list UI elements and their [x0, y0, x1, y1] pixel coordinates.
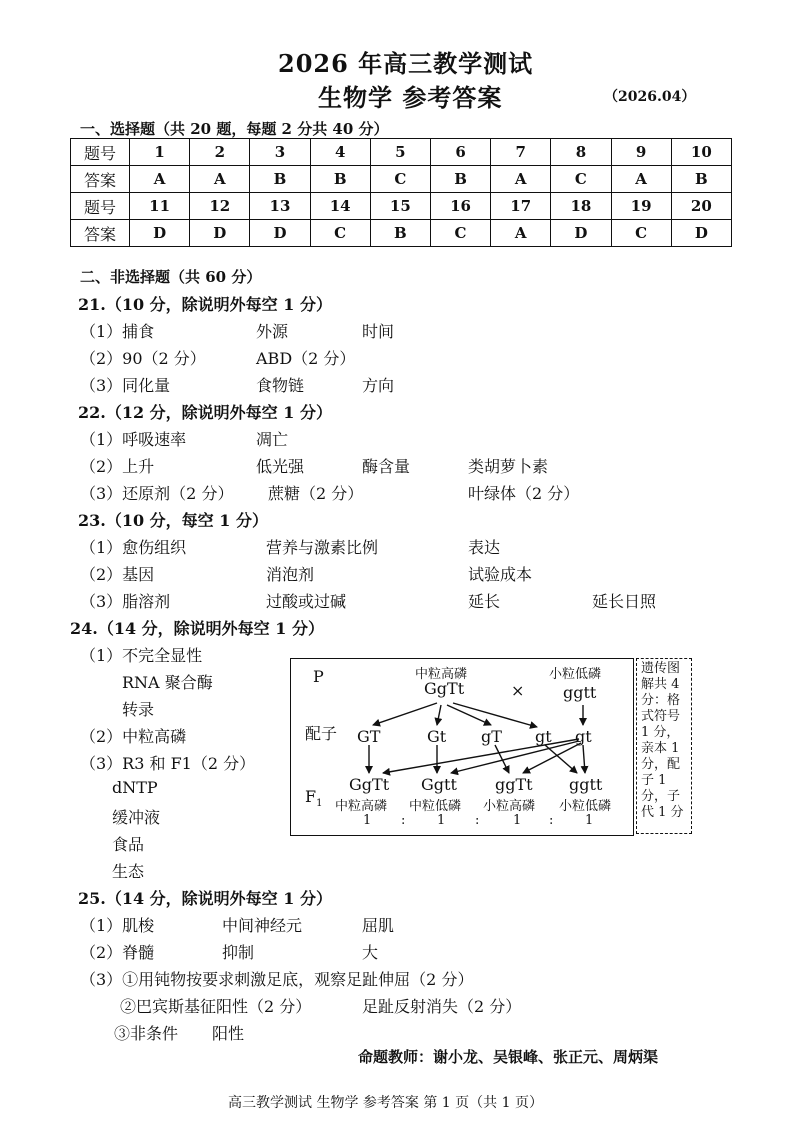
- table-row: [71, 166, 732, 193]
- offspring-ratio: 1: [585, 813, 594, 828]
- ratio-separator: :: [549, 813, 554, 828]
- q25-answer: 屈肌: [362, 916, 395, 935]
- question-number: 6: [430, 139, 490, 166]
- answer-cell: C: [430, 220, 490, 247]
- parent2-genotype: ggtt: [563, 683, 597, 702]
- p-label: P: [313, 667, 324, 686]
- offspring-genotype: ggTt: [495, 775, 533, 794]
- q24-answer: （3）R3 和 F1（2 分）: [80, 754, 256, 773]
- question-number: 1: [130, 139, 190, 166]
- question-number: 7: [491, 139, 551, 166]
- page-title: 2026 年高三教学测试: [278, 49, 534, 78]
- question-number: 15: [370, 193, 430, 220]
- answer-cell: B: [671, 166, 731, 193]
- q21-answer: （3）同化量: [80, 376, 171, 395]
- answer-cell: C: [310, 220, 370, 247]
- q22-answer: （1）呼吸速率: [80, 430, 187, 449]
- q24-answer: （1）不完全显性: [80, 646, 203, 665]
- offspring-genotype: ggtt: [569, 775, 603, 794]
- q25-answer: 抑制: [222, 943, 255, 962]
- answer-cell: C: [611, 220, 671, 247]
- q22-answer: 低光强: [256, 457, 305, 476]
- question-number: 20: [671, 193, 731, 220]
- q21-answer: 时间: [362, 322, 395, 341]
- question-number: 16: [430, 193, 490, 220]
- scoring-note: 遗传图解共 4 分：格式符号 1 分，亲本 1 分，配子 1 分，子代 1 分: [636, 658, 692, 834]
- answer-cell: D: [130, 220, 190, 247]
- q22-answer: 酶含量: [362, 457, 411, 476]
- gamete: gT: [481, 727, 502, 746]
- q22-heading: 22.（12 分，除说明外每空 1 分）: [78, 403, 332, 422]
- ratio-separator: :: [475, 813, 480, 828]
- q21-answer: 方向: [362, 376, 395, 395]
- gamete: gt: [575, 727, 592, 746]
- q25-answer: 大: [362, 943, 379, 962]
- q23-answer: 延长日照: [592, 592, 657, 611]
- section2-title: 二、非选择题（共 60 分）: [80, 268, 262, 286]
- offspring-phenotype: 小粒高磷: [483, 799, 536, 814]
- answer-table: [70, 138, 732, 247]
- q22-answer: 蔗糖（2 分）: [268, 484, 364, 503]
- q22-answer: 类胡萝卜素: [468, 457, 549, 476]
- q23-answer: 延长: [468, 592, 501, 611]
- gamete-label: 配子: [305, 724, 338, 743]
- question-number: 9: [611, 139, 671, 166]
- gamete: gt: [535, 727, 552, 746]
- answer-label: 答案: [71, 220, 130, 247]
- table-row: [71, 139, 732, 166]
- arrow-p2gt-ggtt: [583, 745, 585, 773]
- answer-cell: D: [551, 220, 611, 247]
- answer-cell: D: [250, 220, 310, 247]
- q23-heading: 23.（10 分，每空 1 分）: [78, 511, 268, 530]
- question-number: 18: [551, 193, 611, 220]
- answer-cell: B: [310, 166, 370, 193]
- q21-answer: 食物链: [256, 376, 305, 395]
- q25-answer: （3）①用钝物按要求刺激足底，观察足趾伸屈（2 分）: [80, 970, 474, 989]
- question-number: 13: [250, 193, 310, 220]
- cross-symbol: ×: [511, 681, 525, 700]
- offspring-ratio: 1: [513, 813, 522, 828]
- question-number: 10: [671, 139, 731, 166]
- answer-cell: A: [130, 166, 190, 193]
- q24-heading: 24.（14 分，除说明外每空 1 分）: [70, 619, 324, 638]
- table-row: [71, 220, 732, 247]
- q21-answer: 外源: [256, 322, 289, 341]
- genetic-cross-diagram: [290, 658, 634, 836]
- parent1-genotype: GgTt: [424, 679, 465, 698]
- answer-cell: A: [190, 166, 250, 193]
- answer-cell: B: [250, 166, 310, 193]
- q21-answer: （2）90（2 分）: [80, 349, 206, 368]
- q22-answer: （3）还原剂（2 分）: [80, 484, 234, 503]
- answer-cell: D: [671, 220, 731, 247]
- question-number: 2: [190, 139, 250, 166]
- offspring-phenotype: 中粒高磷: [335, 799, 388, 814]
- exam-date: （2026.04）: [604, 89, 696, 105]
- question-number: 19: [611, 193, 671, 220]
- q25-answer: 足趾反射消失（2 分）: [362, 997, 522, 1016]
- parent2-phenotype: 小粒低磷: [549, 667, 602, 682]
- q23-answer: （2）基因: [80, 565, 155, 584]
- question-number: 11: [130, 193, 190, 220]
- offspring-genotype: Ggtt: [421, 775, 457, 794]
- q24-answer: 食品: [112, 835, 145, 854]
- answer-cell: C: [551, 166, 611, 193]
- answer-label: 答案: [71, 166, 130, 193]
- q25-answer: 中间神经元: [222, 916, 303, 935]
- question-number: 4: [310, 139, 370, 166]
- q24-answer: 缓冲液: [112, 808, 161, 827]
- q23-answer: 试验成本: [468, 565, 533, 584]
- parent1-phenotype: 中粒高磷: [415, 667, 468, 682]
- question-label: 题号: [71, 193, 130, 220]
- answer-cell: B: [370, 220, 430, 247]
- answer-cell: A: [611, 166, 671, 193]
- arrow-parent1-gt: [453, 703, 537, 727]
- section1-title: 一、选择题（共 20 题，每题 2 分共 40 分）: [80, 120, 389, 138]
- q21-heading: 21.（10 分，除说明外每空 1 分）: [78, 295, 332, 314]
- page-footer: 高三教学测试 生物学 参考答案 第 1 页（共 1 页）: [228, 1095, 543, 1111]
- answer-cell: C: [370, 166, 430, 193]
- q22-answer: （2）上升: [80, 457, 155, 476]
- gamete: Gt: [427, 727, 447, 746]
- q25-answer: ③非条件: [114, 1024, 179, 1043]
- answer-cell: A: [491, 220, 551, 247]
- q23-answer: 消泡剂: [266, 565, 315, 584]
- offspring-phenotype: 小粒低磷: [559, 799, 612, 814]
- q25-answer: ②巴宾斯基征阳性（2 分）: [120, 997, 312, 1016]
- question-number: 3: [250, 139, 310, 166]
- arrow-p2gt-Ggtt: [451, 741, 579, 773]
- q23-answer: （1）愈伤组织: [80, 538, 187, 557]
- question-number: 5: [370, 139, 430, 166]
- offspring-ratio: 1: [363, 813, 372, 828]
- question-number: 8: [551, 139, 611, 166]
- answer-cell: D: [190, 220, 250, 247]
- offspring-phenotype: 中粒低磷: [409, 799, 462, 814]
- question-number: 14: [310, 193, 370, 220]
- table-row: [71, 193, 732, 220]
- q25-heading: 25.（14 分，除说明外每空 1 分）: [78, 889, 332, 908]
- q23-answer: 营养与激素比例: [266, 538, 379, 557]
- q24-answer: （2）中粒高磷: [80, 727, 187, 746]
- q25-answer: （2）脊髓: [80, 943, 155, 962]
- q22-answer: 叶绿体（2 分）: [468, 484, 580, 503]
- q24-answer: 生态: [112, 862, 145, 881]
- q24-answer: RNA 聚合酶: [122, 673, 213, 692]
- gamete: GT: [357, 727, 381, 746]
- teacher-credits: 命题教师：谢小龙、吴银峰、张正元、周炳渠: [358, 1048, 659, 1066]
- q24-answer: 转录: [122, 700, 155, 719]
- offspring-genotype: GgTt: [349, 775, 390, 794]
- q25-answer: （1）肌梭: [80, 916, 155, 935]
- question-number: 12: [190, 193, 250, 220]
- q22-answer: 凋亡: [256, 430, 289, 449]
- f1-label: $F_1$: [305, 787, 323, 810]
- arrow-parent1-GT: [373, 703, 437, 725]
- q23-answer: 过酸或过碱: [266, 592, 347, 611]
- arrow-parent1-Gt: [437, 705, 441, 725]
- question-label: 题号: [71, 139, 130, 166]
- q21-answer: ABD（2 分）: [256, 349, 356, 368]
- question-number: 17: [491, 193, 551, 220]
- q23-answer: （3）脂溶剂: [80, 592, 171, 611]
- answer-cell: A: [491, 166, 551, 193]
- q25-answer: 阳性: [212, 1024, 245, 1043]
- q21-answer: （1）捕食: [80, 322, 155, 341]
- answer-cell: B: [430, 166, 490, 193]
- q24-answer: dNTP: [112, 778, 158, 797]
- q23-answer: 表达: [468, 538, 501, 557]
- offspring-ratio: 1: [437, 813, 446, 828]
- ratio-separator: :: [401, 813, 406, 828]
- page-subtitle: 生物学 参考答案: [318, 83, 503, 112]
